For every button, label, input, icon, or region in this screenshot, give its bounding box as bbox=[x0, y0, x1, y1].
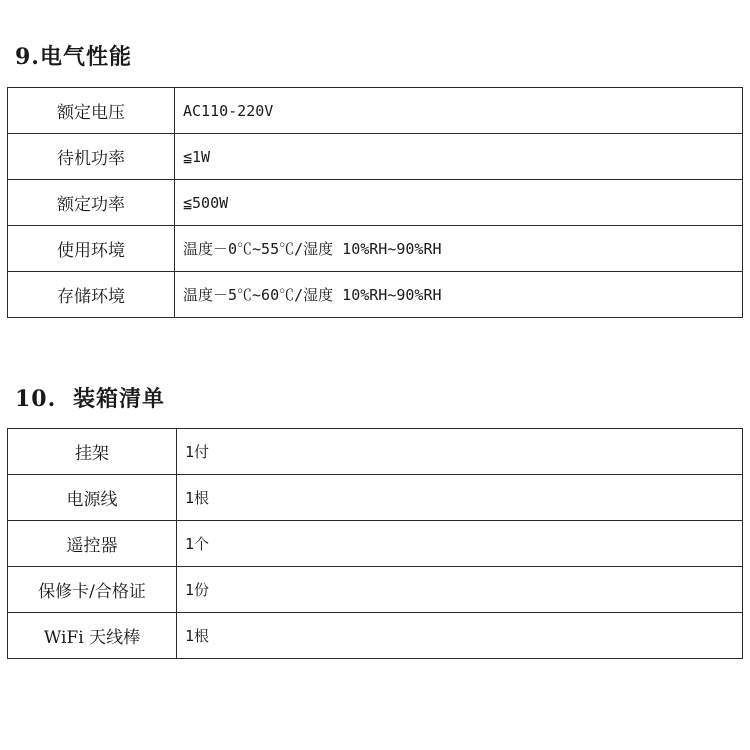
section-heading-packing-list bbox=[15, 382, 165, 413]
row-label: 保修卡/合格证 bbox=[8, 567, 177, 613]
table-row bbox=[8, 272, 743, 318]
row-label: WiFi 天线棒 bbox=[8, 613, 177, 659]
section-heading-electrical bbox=[15, 40, 132, 71]
row-value: ≦500W bbox=[175, 180, 743, 226]
electrical-spec-table bbox=[7, 87, 743, 318]
table-row bbox=[8, 613, 743, 659]
row-label: 额定电压 bbox=[8, 88, 175, 134]
table-row bbox=[8, 88, 743, 134]
row-value: 1份 bbox=[177, 567, 743, 613]
table-row bbox=[8, 134, 743, 180]
table-row bbox=[8, 180, 743, 226]
row-label: 使用环境 bbox=[8, 226, 175, 272]
table-row bbox=[8, 429, 743, 475]
row-label: 存储环境 bbox=[8, 272, 175, 318]
row-label: 待机功率 bbox=[8, 134, 175, 180]
row-value: 1付 bbox=[177, 429, 743, 475]
section-number: 10. bbox=[15, 386, 57, 412]
row-value: 1个 bbox=[177, 521, 743, 567]
row-value: 1根 bbox=[177, 475, 743, 521]
section-title-text: 电气性能 bbox=[39, 44, 132, 70]
row-label: 电源线 bbox=[8, 475, 177, 521]
row-value: ≦1W bbox=[175, 134, 743, 180]
row-value: 温度－5℃~60℃/湿度 10%RH~90%RH bbox=[175, 272, 743, 318]
table-row bbox=[8, 521, 743, 567]
row-label: 遥控器 bbox=[8, 521, 177, 567]
table-row bbox=[8, 475, 743, 521]
section-title-text: 装箱清单 bbox=[73, 386, 166, 412]
section-number: 9. bbox=[15, 44, 40, 70]
table-row bbox=[8, 567, 743, 613]
packing-list-table bbox=[7, 428, 743, 659]
table-row bbox=[8, 226, 743, 272]
row-label: 额定功率 bbox=[8, 180, 175, 226]
row-value: 温度－0℃~55℃/湿度 10%RH~90%RH bbox=[175, 226, 743, 272]
row-label: 挂架 bbox=[8, 429, 177, 475]
row-value: 1根 bbox=[177, 613, 743, 659]
row-value: AC110-220V bbox=[175, 88, 743, 134]
